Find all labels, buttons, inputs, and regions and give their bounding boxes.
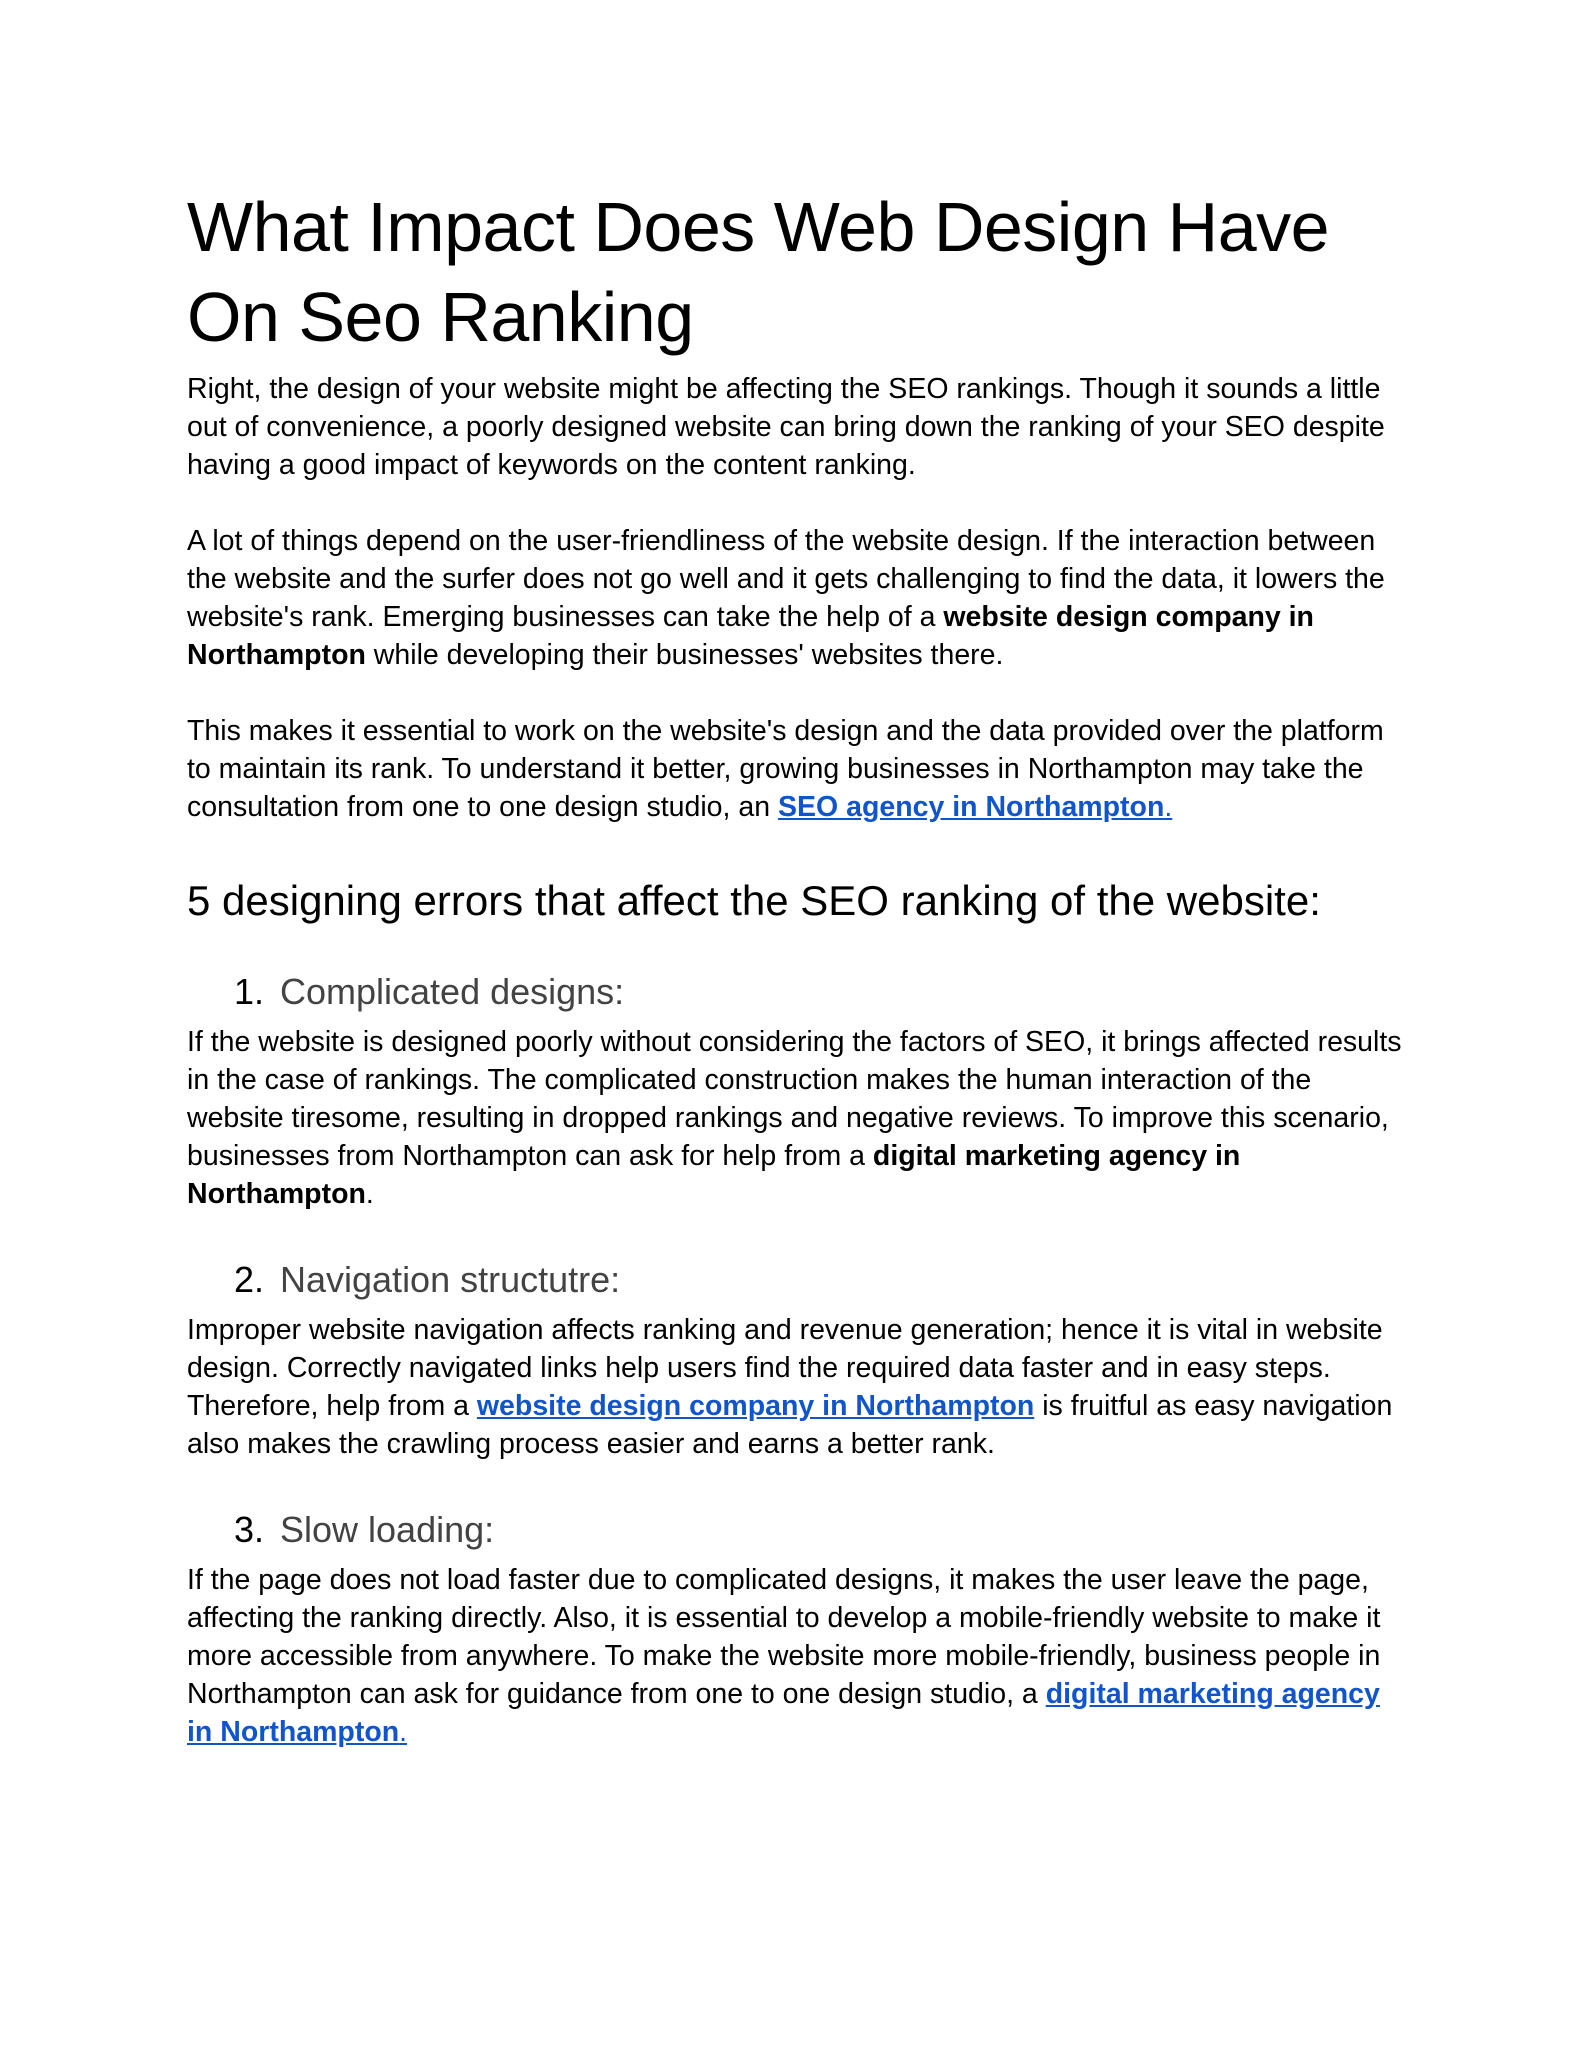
list-item-3-paragraph [187, 1561, 1407, 1751]
list-item-1-paragraph [187, 1023, 1407, 1213]
website-design-company-link[interactable]: website design company in Northampton [476, 1390, 1035, 1422]
list-heading-text: Complicated designs: [280, 971, 625, 1012]
list-number: 1. [234, 971, 265, 1012]
digital-marketing-agency-link[interactable]: digital marketing agency in Northampton [187, 1678, 1380, 1748]
digital-marketing-agency-link-period[interactable]: . [399, 1716, 408, 1748]
list-item-2-text-end: is fruitful as easy navigation also makes the crawling process easier and earns a better rank. [187, 1390, 1393, 1460]
seo-agency-link-period[interactable]: . [1164, 791, 1173, 823]
list-item-2-paragraph [187, 1311, 1407, 1463]
list-number: 3. [234, 1509, 265, 1550]
intro-paragraph-3 [187, 712, 1407, 826]
list-item-2-text-start: Improper website navigation affects ranking and revenue generation; hence it is vital in website design. Correctly navigated links help users find the required data faster and in easy steps. Therefore, help from a [187, 1314, 1383, 1422]
list-item-1-text-start: If the website is designed poorly without considering the factors of SEO, it brings affected results in the case of rankings. The complicated construction makes the human interaction of the website tiresome, resulting in dropped rankings and negative reviews. To improve this scenario, businesses from Northampton can ask for help from a [187, 1026, 1402, 1172]
list-item-1-text-end: . [365, 1178, 374, 1210]
section-heading: 5 designing errors that affect the SEO ranking of the website: [187, 877, 1321, 924]
list-heading-3 [187, 1507, 1407, 1553]
list-heading-2 [187, 1257, 1407, 1303]
intro-paragraph-2-text-end: while developing their businesses' websites there. [365, 639, 1004, 671]
intro-paragraph-2-bold-phrase: website design company in Northampton [187, 601, 1314, 671]
intro-paragraph-3-text-start: This makes it essential to work on the website's design and the data provided over the platform to maintain its rank. To understand it better, growing businesses in Northampton may take the consultation from one to one design studio, an [187, 715, 1384, 823]
document-page [187, 182, 1407, 1751]
page-title: What Impact Does Web Design Have On Seo Ranking [187, 188, 1330, 356]
list-number: 2. [234, 1259, 265, 1300]
intro-paragraph-1: Right, the design of your website might be affecting the SEO rankings. Though it sounds a little out of convenience, a poorly designed website can bring down the ranking of your SEO despite having a good impact of keywords on the content ranking. [187, 373, 1385, 481]
intro-paragraph-2 [187, 522, 1407, 674]
list-heading-text: Navigation structutre: [280, 1259, 621, 1300]
list-heading-text: Slow loading: [280, 1509, 495, 1550]
list-item-3-text-start: If the page does not load faster due to complicated designs, it makes the user leave the page, affecting the ranking directly. Also, it is essential to develop a mobile-friendly website to make it more accessible from anywhere. To make the website more mobile-friendly, business people in Northampton can ask for guidance from one to one design studio, a [187, 1564, 1381, 1710]
list-item-1-bold-phrase: digital marketing agency in Northampton [187, 1140, 1241, 1210]
intro-paragraph-2-text-start: A lot of things depend on the user-friendliness of the website design. If the interaction between the website and the surfer does not go well and it gets challenging to find the data, it lowers the website's rank. Emerging businesses can take the help of a [187, 525, 1385, 633]
seo-agency-link[interactable]: SEO agency in Northampton [777, 791, 1165, 823]
list-heading-1 [187, 969, 1407, 1015]
